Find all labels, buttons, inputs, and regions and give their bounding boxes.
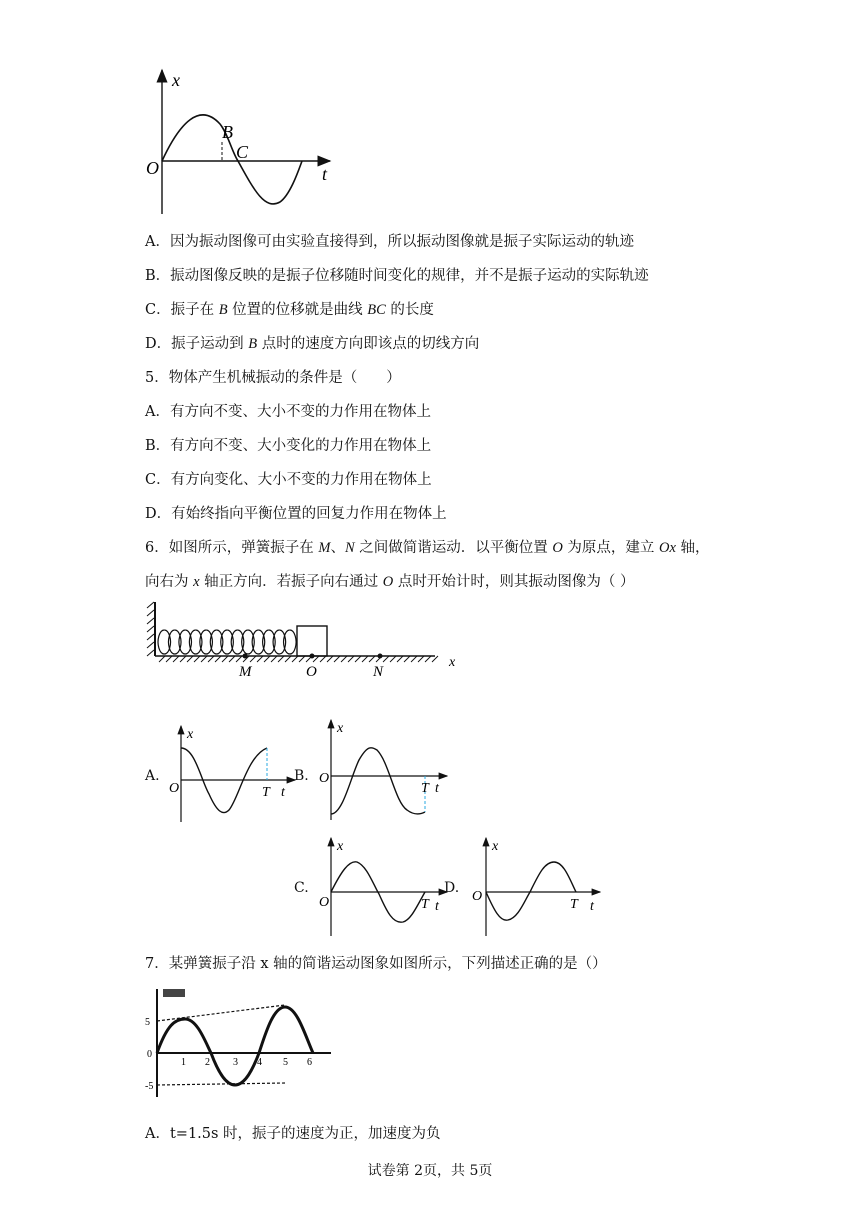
q6-option-c-label: C. xyxy=(294,880,309,896)
page-footer: 试卷第 2页，共 5页 xyxy=(367,1163,493,1179)
q6-option-b-label: B. xyxy=(294,768,309,784)
q5-stem: 5．物体产生机械振动的条件是（ ） xyxy=(145,370,401,386)
svg-text:t: t xyxy=(590,899,594,914)
q6-graph-b xyxy=(315,716,455,826)
q7-stem: 7．某弹簧振子沿 x 轴的简谐运动图象如图所示，下列描述正确的是（） xyxy=(145,956,607,972)
q4-option-c: C．振子在 B 位置的位移就是曲线 BC 的长度 xyxy=(145,302,434,318)
svg-text:T: T xyxy=(570,897,578,912)
q7-option-a: A．t=1.5s 时，振子的速度为正，加速度为负 xyxy=(145,1126,441,1142)
mass-block xyxy=(297,626,327,656)
point-c-label: C xyxy=(236,142,249,162)
svg-text:O: O xyxy=(319,771,330,786)
svg-text:3: 3 xyxy=(233,1057,238,1068)
axis-x-label: x xyxy=(172,70,180,90)
svg-text:1: 1 xyxy=(181,1057,186,1068)
svg-text:T: T xyxy=(262,785,270,800)
svg-text:t: t xyxy=(281,785,285,800)
svg-text:T: T xyxy=(421,897,429,912)
q5-option-d: D．有始终指向平衡位置的回复力作用在物体上 xyxy=(145,506,447,522)
svg-text:-5: -5 xyxy=(145,1081,154,1092)
q6-stem-line1: 6．如图所示，弹簧振子在 M、N 之间做简谐运动．以平衡位置 O 为原点，建立 Ox 轴， xyxy=(145,540,710,556)
q6-option-d-label: D. xyxy=(444,880,460,896)
svg-text:t: t xyxy=(435,899,439,914)
q6-graph-a xyxy=(165,720,300,830)
spring-label-m: M xyxy=(239,664,252,680)
svg-text:x: x xyxy=(187,727,194,742)
q4-option-a: A．因为振动图像可由实验直接得到，所以振动图像就是振子实际运动的轨迹 xyxy=(145,234,634,250)
svg-text:T: T xyxy=(421,781,429,796)
svg-text:x: x xyxy=(337,839,344,854)
q5-option-c: C．有方向变化、大小不变的力作用在物体上 xyxy=(145,472,432,488)
svg-text:O: O xyxy=(169,781,180,796)
q5-option-b: B．有方向不变、大小变化的力作用在物体上 xyxy=(145,438,432,454)
svg-text:6: 6 xyxy=(307,1057,312,1068)
spring-label-o: O xyxy=(306,664,317,680)
spring-label-n: N xyxy=(373,664,384,680)
origin-label: O xyxy=(146,158,159,178)
svg-text:x: x xyxy=(492,839,499,854)
svg-text:5: 5 xyxy=(283,1057,288,1068)
point-b-label: B xyxy=(222,122,233,142)
q5-option-a: A．有方向不变、大小不变的力作用在物体上 xyxy=(145,404,431,420)
svg-text:5: 5 xyxy=(145,1017,150,1028)
svg-text:0: 0 xyxy=(147,1049,152,1060)
svg-text:2: 2 xyxy=(205,1057,210,1068)
q6-stem-line2: 向右为 x 轴正方向．若振子向右通过 O 点时开始计时，则其振动图像为（ ） xyxy=(145,574,635,590)
q4-option-d: D．振子运动到 B 点时的速度方向即该点的切线方向 xyxy=(145,336,480,352)
q6-graph-c xyxy=(315,832,455,942)
top-vibration-graph xyxy=(140,62,340,222)
svg-text:4: 4 xyxy=(257,1057,262,1068)
svg-text:O: O xyxy=(472,889,483,904)
spring-label-x: x xyxy=(449,655,456,670)
q7-graph xyxy=(145,985,345,1100)
q6-graph-d xyxy=(466,832,606,942)
svg-text:O: O xyxy=(319,895,330,910)
axis-t-label: t xyxy=(322,164,328,184)
q4-option-b: B．振动图像反映的是振子位移随时间变化的规律，并不是振子运动的实际轨迹 xyxy=(145,268,649,284)
svg-text:x: x xyxy=(337,721,344,736)
spring-coil xyxy=(158,630,296,654)
q6-option-a-label: A. xyxy=(145,768,160,784)
svg-text:t: t xyxy=(435,781,439,796)
spring-oscillator-figure xyxy=(145,600,465,680)
